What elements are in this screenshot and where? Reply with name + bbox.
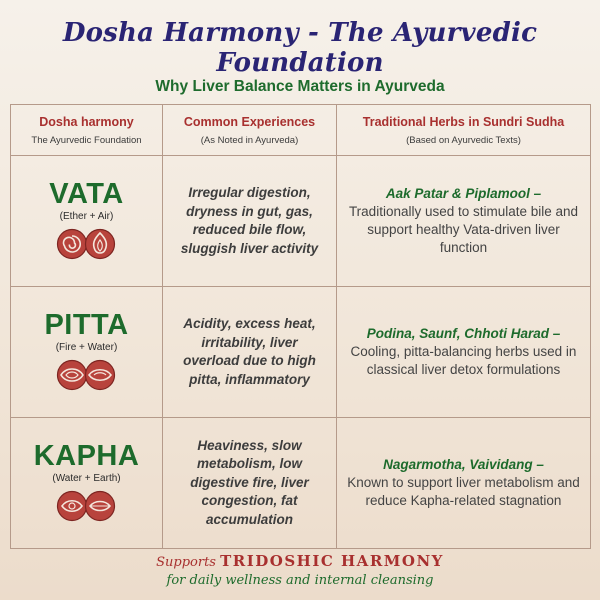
footer-line-1 — [0, 552, 600, 570]
header-dosha — [11, 105, 163, 156]
footer-line-2: for daily wellness and internal cleansing — [166, 573, 434, 588]
dosha-cell-pitta — [11, 287, 163, 418]
page-subtitle: Why Liver Balance Matters in Ayurveda — [155, 78, 445, 95]
dosha-name-pitta: PITTA — [44, 308, 129, 341]
dosha-name-vata: VATA — [49, 177, 124, 210]
experience-text-kapha: Heaviness, slow metabolism, low digestive fire, liver congestion, fat accumulation — [190, 437, 309, 527]
table-header-row — [11, 105, 591, 156]
dosha-elements-vata: (Ether + Air) — [59, 210, 114, 222]
herb-cell-kapha — [337, 418, 591, 549]
header-experiences-title: Common Experiences — [183, 114, 316, 129]
herb-names-vata: Aak Patar & Piplamool – — [385, 186, 542, 201]
dosha-icons-vata — [11, 228, 162, 265]
herb-cell-vata — [337, 156, 591, 287]
header-herbs — [337, 105, 591, 156]
drop-icon — [85, 360, 114, 389]
experience-text-pitta: Acidity, excess heat, irritability, liver overload due to high pitta, inflammatory — [183, 316, 316, 387]
header-herbs-title: Traditional Herbs in Sundri Sudha — [362, 114, 565, 129]
dosha-icons-pitta — [11, 359, 162, 396]
table-row-vata — [11, 156, 591, 287]
kapha-symbol-icon — [56, 490, 118, 522]
herb-names-kapha: Nagarmotha, Vaividang – — [383, 457, 544, 472]
header-dosha-title: Dosha harmony — [39, 114, 134, 129]
table-row-kapha — [11, 418, 591, 549]
footer-prefix: Supports — [156, 555, 216, 570]
footer-emphasis: TRIDOSHIC HARMONY — [220, 552, 444, 570]
flame-icon — [85, 229, 114, 258]
header-experiences-sub: (As Noted in Ayurveda) — [200, 134, 299, 146]
leaf-icon — [57, 360, 86, 389]
herb-cell-pitta — [337, 287, 591, 418]
dosha-cell-vata — [11, 156, 163, 287]
table-row-pitta — [11, 287, 591, 418]
dosha-icons-kapha — [11, 490, 162, 527]
header-dosha-sub: The Ayurvedic Foundation — [31, 134, 142, 146]
herb-desc-kapha: Known to support liver metabolism and reduce Kapha-related stagnation — [347, 475, 580, 508]
dosha-table — [10, 104, 591, 549]
experience-cell-pitta — [163, 287, 337, 418]
page-title: Dosha Harmony - The Ayurvedic Foundation — [62, 18, 538, 78]
herb-desc-pitta: Cooling, pitta-balancing herbs used in classical liver detox formulations — [350, 344, 577, 377]
seed-icon — [57, 491, 86, 520]
herb-names-pitta: Podina, Saunf, Chhoti Harad – — [366, 326, 561, 341]
dosha-elements-pitta: (Fire + Water) — [55, 341, 118, 353]
header-experiences — [163, 105, 337, 156]
dosha-elements-kapha: (Water + Earth) — [52, 472, 121, 484]
dosha-name-kapha: KAPHA — [33, 439, 140, 472]
vata-symbol-icon — [56, 228, 118, 260]
pitta-symbol-icon — [56, 359, 118, 391]
swirl-icon — [57, 229, 86, 258]
header-herbs-sub: (Based on Ayurvedic Texts) — [406, 134, 521, 146]
experience-text-vata: Irregular digestion, dryness in gut, gas, reduced bile flow, sluggish liver activity — [180, 185, 319, 256]
leaf-icon — [85, 491, 114, 520]
herb-desc-vata: Traditionally used to stimulate bile and support healthy Vata-driven liver function — [348, 204, 579, 255]
dosha-cell-kapha — [11, 418, 163, 549]
experience-cell-vata — [163, 156, 337, 287]
experience-cell-kapha — [163, 418, 337, 549]
